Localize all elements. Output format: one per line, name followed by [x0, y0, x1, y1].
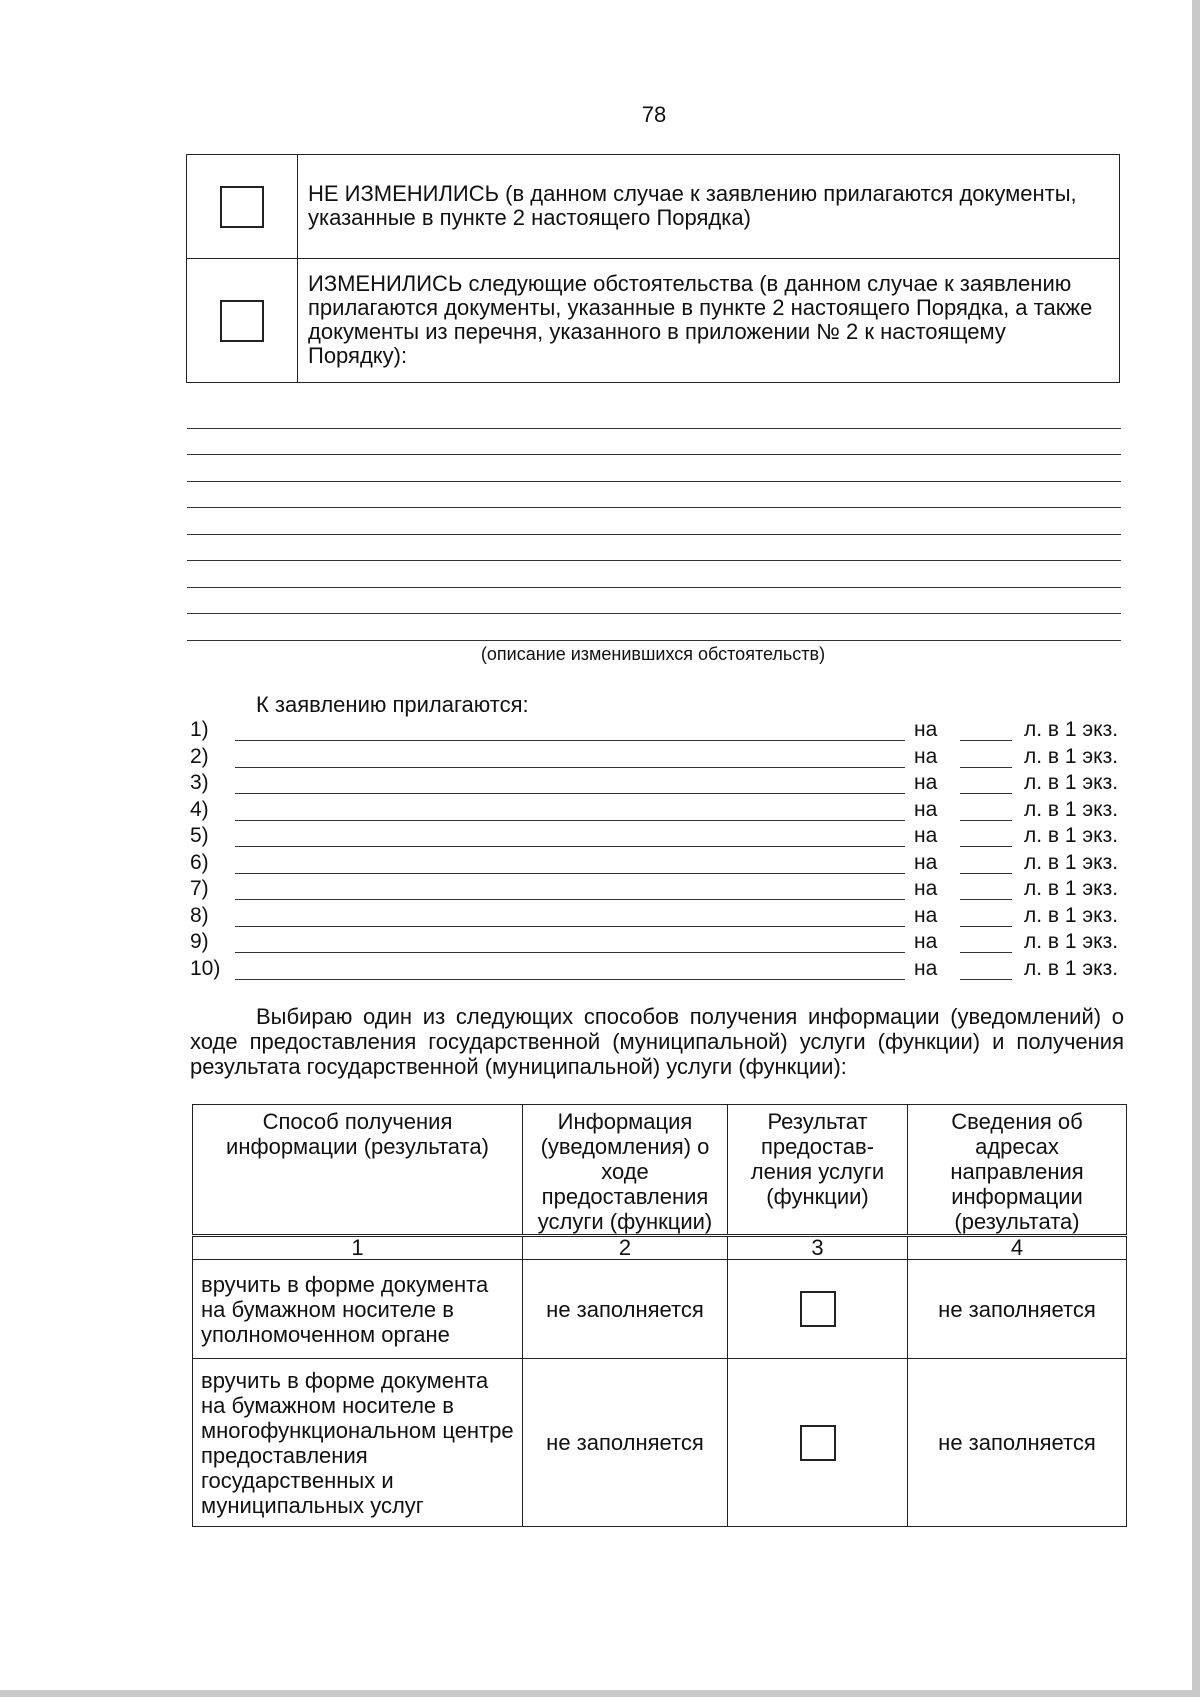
- attachment-copies-label: л. в 1 экз.: [1024, 930, 1119, 953]
- attachment-number: 10): [190, 956, 221, 980]
- attachment-row: [190, 849, 1124, 876]
- attachment-na-label: на: [914, 824, 938, 847]
- attachment-number: 2): [190, 744, 209, 768]
- attachment-na-label: на: [914, 771, 938, 794]
- attachment-sheets-field[interactable]: [960, 873, 1012, 874]
- attachment-name-field[interactable]: [235, 952, 905, 953]
- address-cell: не заполняется: [908, 1260, 1127, 1359]
- write-line[interactable]: [187, 535, 1121, 562]
- attachment-sheets-field[interactable]: [960, 820, 1012, 821]
- header-info: Информация (уведомления) о ходе предоставления услуги (функции): [523, 1105, 728, 1236]
- attachment-row: [190, 822, 1124, 849]
- changed-checkbox[interactable]: [220, 300, 264, 342]
- attachment-number: 9): [190, 930, 209, 953]
- column-number: 3: [728, 1236, 908, 1260]
- attachment-number: 6): [190, 850, 209, 874]
- attachment-sheets-field[interactable]: [960, 793, 1012, 794]
- attachment-name-field[interactable]: [235, 899, 905, 900]
- attachment-number: 1): [190, 718, 209, 741]
- attachment-row: [190, 716, 1124, 743]
- attachment-name-field[interactable]: [235, 820, 905, 821]
- attachment-na-label: на: [914, 744, 938, 768]
- attachment-number: 7): [190, 877, 209, 900]
- write-line[interactable]: [187, 402, 1121, 429]
- attachment-na-label: на: [914, 956, 938, 980]
- column-number: 2: [523, 1236, 728, 1260]
- table-row: [193, 1260, 1127, 1359]
- attachment-row: [190, 769, 1124, 796]
- attachments-heading: К заявлению прилагаются:: [256, 692, 529, 717]
- write-line[interactable]: [187, 429, 1121, 456]
- attachment-name-field[interactable]: [235, 767, 905, 768]
- attachment-copies-label: л. в 1 экз.: [1024, 771, 1119, 794]
- attachment-number: 5): [190, 824, 209, 847]
- address-cell: не заполняется: [908, 1359, 1127, 1527]
- attachment-number: 3): [190, 771, 209, 794]
- attachment-sheets-field[interactable]: [960, 899, 1012, 900]
- attachment-row: [190, 902, 1124, 929]
- info-cell: не заполняется: [523, 1359, 728, 1527]
- attachment-sheets-field[interactable]: [960, 767, 1012, 768]
- write-line[interactable]: [187, 455, 1121, 482]
- description-caption: (описание изменившихся обстоятельств): [480, 644, 826, 664]
- write-line[interactable]: [187, 508, 1121, 535]
- status-option-changed: [187, 259, 1120, 383]
- status-option-text: ИЗМЕНИЛИСЬ следующие обстоятельства (в данном случае к заявлению прилагаются документы, указанные в пункте 2 настоящего Порядка, а также документы из перечня, указанного в приложении № 2 к настоящему Порядку):: [298, 259, 1120, 383]
- attachment-sheets-field[interactable]: [960, 740, 1012, 741]
- write-line[interactable]: [187, 482, 1121, 509]
- attachment-sheets-field[interactable]: [960, 952, 1012, 953]
- write-line[interactable]: [187, 561, 1121, 588]
- attachment-row: [190, 875, 1124, 902]
- attachment-row: [190, 928, 1124, 955]
- attachment-sheets-field[interactable]: [960, 979, 1012, 980]
- column-number: 4: [908, 1236, 1127, 1260]
- column-number: 1: [193, 1236, 523, 1260]
- result-checkbox[interactable]: [800, 1291, 836, 1327]
- delivery-method-table: [192, 1104, 1127, 1527]
- delivery-method-paragraph: Выбираю один из следующих способов получения информации (уведомлений) о ходе предоставления государственной (муниципальной) услуги (функции) и получения результата государственной (муниципальной) услуги (функции):: [190, 1004, 1124, 1079]
- table-row: [193, 1359, 1127, 1527]
- attachments-list: [190, 716, 1124, 981]
- attachment-na-label: на: [914, 850, 938, 874]
- table-header-row: [193, 1105, 1127, 1236]
- attachment-row: [190, 796, 1124, 823]
- status-option-unchanged: [187, 155, 1120, 259]
- attachment-row: [190, 955, 1124, 982]
- write-line[interactable]: [187, 614, 1121, 641]
- attachment-copies-label: л. в 1 экз.: [1024, 744, 1119, 768]
- attachment-name-field[interactable]: [235, 926, 905, 927]
- header-result: Результат предостав-ления услуги (функции): [728, 1105, 908, 1236]
- attachment-number: 8): [190, 903, 209, 927]
- attachment-copies-label: л. в 1 экз.: [1024, 718, 1119, 741]
- column-number-row: [193, 1236, 1127, 1260]
- method-cell: вручить в форме документа на бумажном носителе в многофункциональном центре предоставления государственных и муниципальных услуг: [193, 1359, 523, 1527]
- attachment-copies-label: л. в 1 экз.: [1024, 903, 1119, 927]
- page-number: 78: [641, 102, 667, 127]
- attachment-copies-label: л. в 1 экз.: [1024, 824, 1119, 847]
- header-address: Сведения об адресах направления информации (результата): [908, 1105, 1127, 1236]
- attachment-name-field[interactable]: [235, 740, 905, 741]
- info-cell: не заполняется: [523, 1260, 728, 1359]
- changed-circumstances-field[interactable]: [187, 402, 1121, 641]
- result-checkbox[interactable]: [800, 1425, 836, 1461]
- status-options-table: [186, 154, 1120, 383]
- attachment-na-label: на: [914, 797, 938, 821]
- attachment-name-field[interactable]: [235, 846, 905, 847]
- method-cell: вручить в форме документа на бумажном носителе в уполномоченном органе: [193, 1260, 523, 1359]
- attachment-na-label: на: [914, 718, 938, 741]
- status-option-text: НЕ ИЗМЕНИЛИСЬ (в данном случае к заявлению прилагаются документы, указанные в пункте 2 настоящего Порядка): [298, 155, 1120, 259]
- attachment-na-label: на: [914, 877, 938, 900]
- attachment-copies-label: л. в 1 экз.: [1024, 797, 1119, 821]
- attachment-copies-label: л. в 1 экз.: [1024, 956, 1119, 980]
- attachment-sheets-field[interactable]: [960, 846, 1012, 847]
- attachment-number: 4): [190, 797, 209, 821]
- attachment-na-label: на: [914, 930, 938, 953]
- attachment-name-field[interactable]: [235, 873, 905, 874]
- attachment-copies-label: л. в 1 экз.: [1024, 877, 1119, 900]
- attachment-sheets-field[interactable]: [960, 926, 1012, 927]
- header-method: Способ получения информации (результата): [193, 1105, 523, 1236]
- attachment-name-field[interactable]: [235, 793, 905, 794]
- attachment-row: [190, 743, 1124, 770]
- attachment-na-label: на: [914, 903, 938, 927]
- attachment-copies-label: л. в 1 экз.: [1024, 850, 1119, 874]
- unchanged-checkbox[interactable]: [220, 186, 264, 228]
- attachment-name-field[interactable]: [235, 979, 905, 980]
- write-line[interactable]: [187, 588, 1121, 615]
